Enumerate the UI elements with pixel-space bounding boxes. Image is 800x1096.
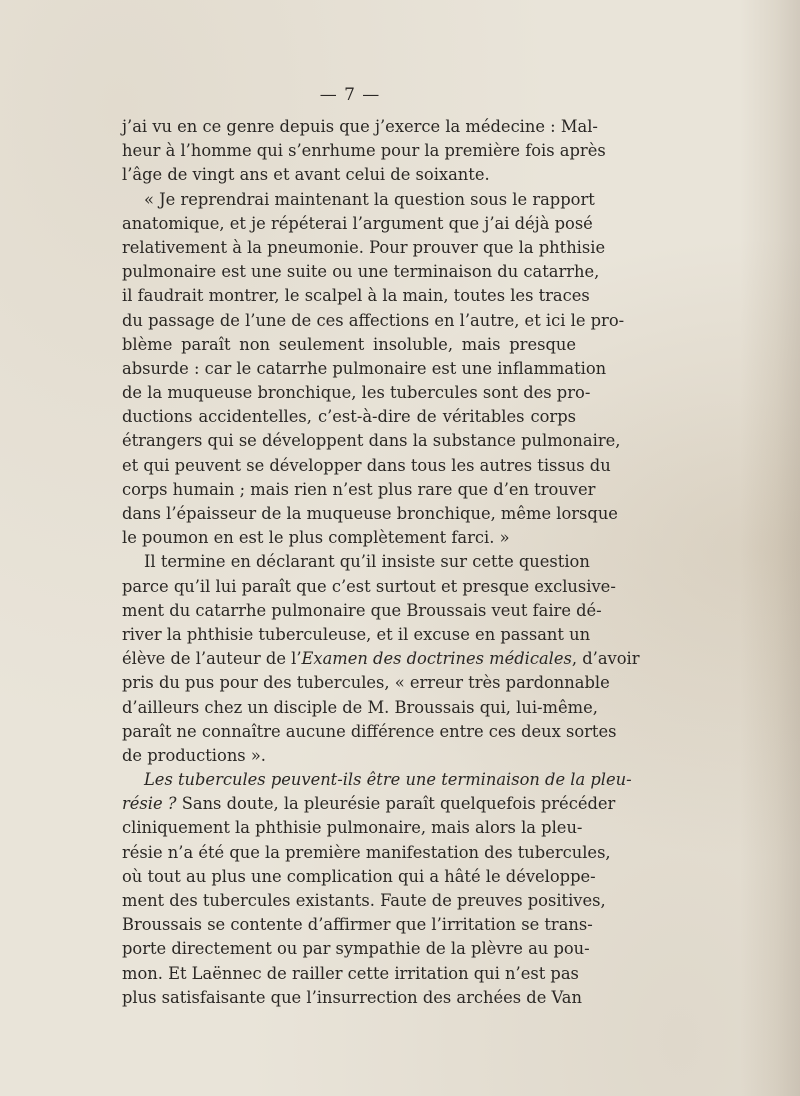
- text-line: du passage de l’une de ces affections en l’autre, et ici le pro-: [122, 310, 625, 330]
- text-line: d’ailleurs chez un disciple de M. Broussais qui, lui-même,: [122, 697, 598, 717]
- text-line: absurde : car le catarrhe pulmonaire est une inflammation: [122, 358, 607, 378]
- text-line: le poumon en est le plus complètement farci. »: [122, 528, 510, 548]
- text-line: corps humain ; mais rien n’est plus rare que d’en trouver: [122, 479, 596, 499]
- text-line: j’ai vu en ce genre depuis que j’exerce la médecine : Mal-: [122, 117, 598, 136]
- text-line: étrangers qui se développent dans la substance pulmonaire,: [122, 431, 621, 451]
- text-line: mon. Et Laënnec de railler cette irritation qui n’est pas: [122, 963, 579, 983]
- text-line: l’âge de vingt ans et avant celui de soixante.: [122, 165, 490, 185]
- book-title-italic: Examen des doctrines médicales: [301, 649, 572, 669]
- text-line: il faudrait montrer, le scalpel à la main, toutes les traces: [122, 286, 590, 306]
- text-line: ductions accidentelles, c’est-à-dire de véritables corps: [122, 407, 576, 427]
- text-line: [122, 647, 640, 671]
- text-line: plus satisfaisante que l’insurrection des archées de Van: [122, 987, 582, 1007]
- text-line: blème paraît non seulement insoluble, mais presque: [122, 334, 576, 354]
- text-line: relativement à la pneumonie. Pour prouver que la phthisie: [122, 237, 606, 257]
- text-line: parce qu’il lui paraît que c’est surtout et presque exclusive-: [122, 576, 616, 596]
- text-line: heur à l’homme qui s’enrhume pour la première fois après: [122, 141, 606, 161]
- body-text: [122, 115, 640, 1010]
- text-line: où tout au plus une complication qui a hâté le développe-: [122, 866, 596, 886]
- text-line: résie n’a été que la première manifestation des tubercules,: [122, 842, 611, 862]
- text-segment: , d’avoir: [571, 649, 640, 669]
- text-line: river la phthisie tuberculeuse, et il excuse en passant un: [122, 624, 591, 644]
- page-number: — 7 —: [319, 85, 381, 105]
- section-question-italic: résie ?: [122, 794, 177, 814]
- section-question-italic: Les tubercules peuvent-ils être une terminaison de la pleu-: [144, 770, 632, 790]
- text-line: porte directement ou par sympathie de la plèvre au pou-: [122, 939, 590, 959]
- text-line: pulmonaire est une suite ou une terminaison du catarrhe,: [122, 262, 600, 282]
- text-line: anatomique, et je répéterai l’argument que j’ai déjà posé: [122, 213, 593, 233]
- text-line: Il termine en déclarant qu’il insiste sur cette question: [144, 552, 590, 572]
- text-line: et qui peuvent se développer dans tous les autres tissus du: [122, 455, 611, 475]
- text-line: de productions ».: [122, 745, 266, 765]
- text-line: ment du catarrhe pulmonaire que Broussais veut faire dé-: [122, 600, 602, 620]
- text-line: de la muqueuse bronchique, les tubercules sont des pro-: [122, 383, 591, 403]
- text-segment: Sans doute, la pleurésie paraît quelquefois précéder: [176, 794, 616, 814]
- text-line: [122, 792, 616, 816]
- text-line: paraît ne connaître aucune différence entre ces deux sortes: [122, 721, 617, 741]
- page-edge-shadow: [740, 0, 800, 1096]
- text-line: Broussais se contente d’affirmer que l’irritation se trans-: [122, 915, 593, 935]
- text-line: cliniquement la phthisie pulmonaire, mais alors la pleu-: [122, 818, 583, 838]
- text-line: « Je reprendrai maintenant la question sous le rapport: [144, 189, 595, 209]
- text-line: pris du pus pour des tubercules, « erreur très pardonnable: [122, 673, 610, 693]
- text-line: ment des tubercules existants. Faute de preuves positives,: [122, 891, 606, 910]
- text-line: dans l’épaisseur de la muqueuse bronchique, même lorsque: [122, 504, 618, 523]
- text-segment: élève de l’auteur de l’: [122, 649, 302, 669]
